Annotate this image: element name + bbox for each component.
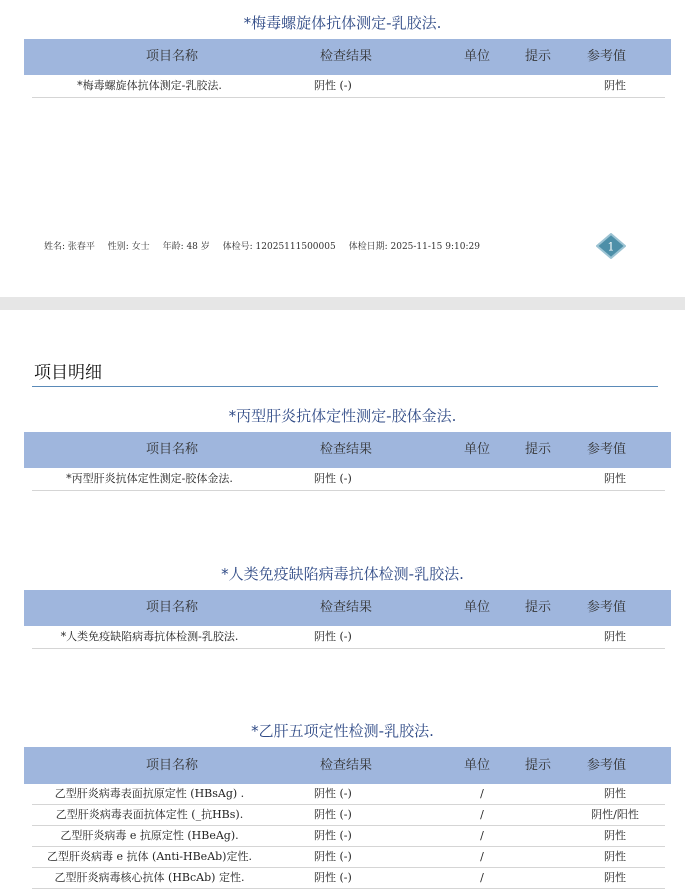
item-result: 阴性 (-) [314,808,352,821]
item-result: 阴性 (-) [314,630,352,643]
item-result: 阴性 (-) [314,829,352,842]
item-unit: / [480,808,484,821]
result-table-hiv [24,590,671,649]
table-row [32,868,665,889]
header-result: 检查结果 [320,49,373,64]
item-unit: / [480,871,484,884]
item-result: 阴性 (-) [314,472,352,485]
table-row [32,626,665,649]
item-name: *丙型肝炎抗体定性测定-胶体金法. [66,472,233,485]
item-ref: 阴性 [604,79,626,92]
item-name: *人类免疫缺陷病毒抗体检测-乳胶法. [60,630,239,643]
item-name: 乙型肝炎病毒表面抗体定性 (_抗HBs). [55,808,244,821]
item-ref: 阴性 [604,787,626,800]
item-name: 乙型肝炎病毒表面抗原定性 (HBsAg) . [54,787,245,800]
item-name: 乙型肝炎病毒 e 抗原定性 (HBeAg). [60,829,239,842]
item-name: *梅毒螺旋体抗体测定-乳胶法. [77,79,222,92]
header-ref: 参考值 [587,600,627,615]
item-unit: / [480,829,484,842]
header-name: 项目名称 [145,600,198,615]
result-table-hbv [24,747,671,889]
table-header [24,39,671,75]
header-hint: 提示 [525,49,552,64]
item-name: 乙型肝炎病毒 e 抗体 (Anti-HBeAb)定性. [47,850,252,863]
exam-number: 体检号: 12025111500005 [222,242,336,252]
item-ref: 阴性 [604,850,626,863]
result-table-hcv [24,432,671,491]
table-row [32,468,665,491]
result-table-syphilis [24,39,671,98]
item-ref: 阴性 [604,472,626,485]
item-ref: 阴性 [604,871,626,884]
exam-date: 体检日期: 2025-11-15 9:10:29 [348,242,480,252]
header-hint: 提示 [525,600,552,615]
table-row [32,826,665,847]
header-unit: 单位 [464,758,491,773]
header-unit: 单位 [464,442,491,457]
section-title-hbv: *乙肝五项定性检测-乳胶法. [251,722,434,740]
item-result: 阴性 (-) [314,871,352,884]
table-header [24,747,671,784]
header-ref: 参考值 [587,49,627,64]
header-hint: 提示 [525,442,552,457]
patient-gender: 性别: 女士 [107,242,150,252]
section-title-hiv: *人类免疫缺陷病毒抗体检测-乳胶法. [221,565,464,583]
item-unit: / [480,850,484,863]
item-result: 阴性 (-) [314,850,352,863]
header-name: 项目名称 [145,49,198,64]
item-name: 乙型肝炎病毒核心抗体 (HBcAb) 定性. [54,871,245,884]
table-row [32,784,665,805]
detail-heading: 项目明细 [34,363,102,383]
page-number-badge [596,233,626,259]
header-result: 检查结果 [320,600,373,615]
header-ref: 参考值 [587,442,627,457]
patient-age: 年龄: 48 岁 [162,242,210,252]
item-result: 阴性 (-) [314,787,352,800]
header-unit: 单位 [464,600,491,615]
table-header [24,590,671,626]
item-ref: 阴性/阳性 [591,808,639,821]
table-row [32,847,665,868]
header-ref: 参考值 [587,758,627,773]
heading-rule [32,386,658,387]
header-result: 检查结果 [320,758,373,773]
header-unit: 单位 [464,49,491,64]
section-title-syphilis: *梅毒螺旋体抗体测定-乳胶法. [243,14,442,32]
header-name: 项目名称 [145,758,198,773]
item-ref: 阴性 [604,829,626,842]
page-number: 1 [607,240,615,254]
header-result: 检查结果 [320,442,373,457]
table-row [32,75,665,98]
table-header [24,432,671,468]
page-divider [0,297,685,310]
item-result: 阴性 (-) [314,79,352,92]
header-hint: 提示 [525,758,552,773]
table-row [32,805,665,826]
item-unit: / [480,787,484,800]
item-ref: 阴性 [604,630,626,643]
header-name: 项目名称 [145,442,198,457]
patient-name: 姓名: 张春平 [44,242,95,252]
section-title-hcv: *丙型肝炎抗体定性测定-胶体金法. [228,407,457,425]
patient-info-footer [44,239,490,252]
